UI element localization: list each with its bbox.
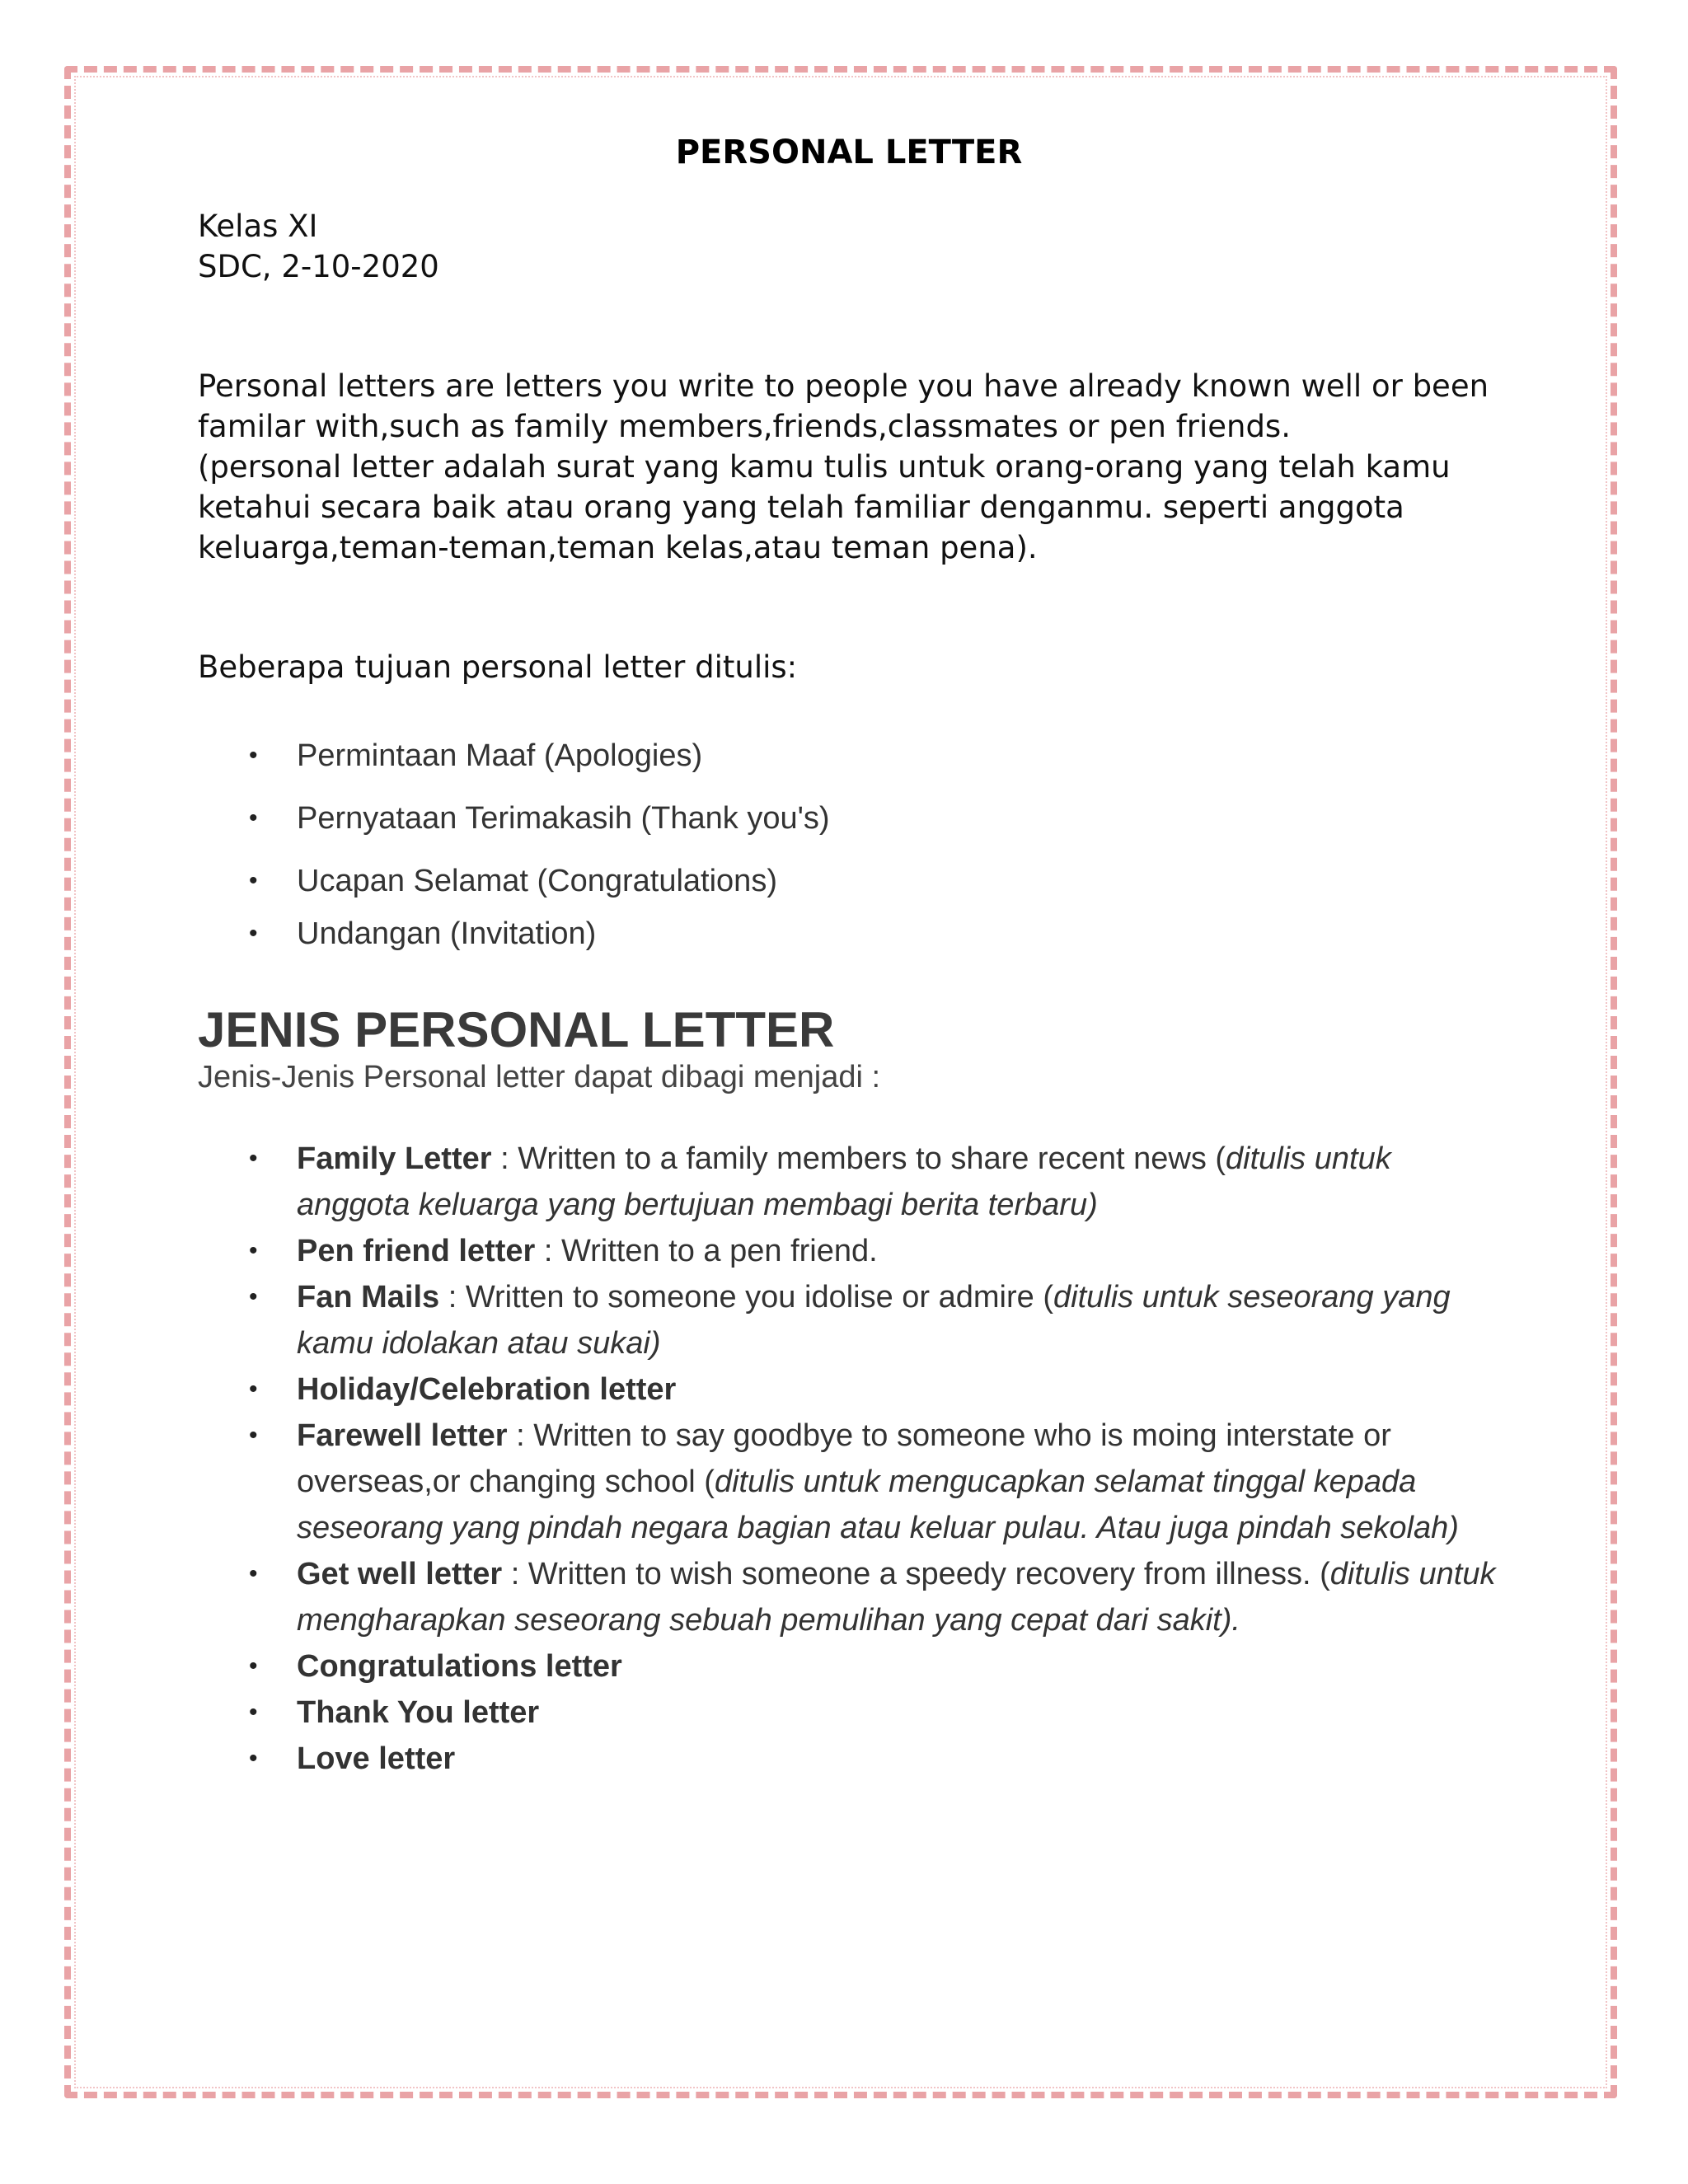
bullet-icon: •	[249, 1652, 258, 1680]
list-item	[198, 1366, 1500, 1413]
type-term: Farewell letter	[297, 1418, 508, 1453]
date-line: SDC, 2-10-2020	[198, 249, 439, 284]
intro-english: Personal letters are letters you write to people you have already known well or been familar with,such as family members,friends,classmates or pen friends.	[198, 368, 1489, 444]
type-translation: ditulis untuk mengucapkan selamat tinggal kepada seseorang yang pindah negara bagian atau keluar pulau. Atau juga pindah sekolah)	[297, 1465, 1459, 1545]
purpose-text: Pernyataan Terimakasih (Thank you's)	[297, 801, 830, 836]
type-translation: ditulis untuk seseorang yang kamu idolakan atau sukai)	[297, 1280, 1451, 1361]
list-item	[198, 1274, 1500, 1366]
type-term: Pen friend letter	[297, 1234, 536, 1268]
purpose-text: Undangan (Invitation)	[297, 916, 597, 951]
purpose-block	[198, 647, 1500, 953]
list-item	[198, 1643, 1500, 1690]
bullet-icon: •	[249, 867, 258, 894]
type-term: Holiday/Celebration letter	[297, 1372, 677, 1407]
bullet-icon: •	[249, 1145, 258, 1172]
list-item	[198, 1413, 1500, 1551]
section-subtitle: Jenis-Jenis Personal letter dapat dibagi menjadi :	[198, 1060, 881, 1094]
purpose-text: Ucapan Selamat (Congratulations)	[297, 864, 777, 898]
type-term: Congratulations letter	[297, 1649, 622, 1684]
type-description: : Written to a family members to share recent news (	[491, 1141, 1226, 1176]
type-term: Family Letter	[297, 1141, 492, 1176]
type-description: : Written to wish someone a speedy recovery from illness. (	[502, 1557, 1330, 1591]
list-item	[198, 737, 1500, 775]
bullet-icon: •	[249, 1745, 258, 1772]
type-description: : Written to someone you idolise or admire (	[439, 1280, 1053, 1315]
bullet-icon: •	[249, 1560, 258, 1587]
list-item	[198, 1736, 1500, 1782]
document-title: PERSONAL LETTER	[675, 134, 1023, 171]
list-item	[198, 1228, 1500, 1274]
purpose-intro: Beberapa tujuan personal letter ditulis:	[198, 649, 798, 685]
type-term: Thank You letter	[297, 1695, 540, 1730]
purpose-text: Permintaan Maaf (Apologies)	[297, 738, 703, 773]
intro-indonesian: (personal letter adalah surat yang kamu tulis untuk orang-orang yang telah kamu ketahui secara baik atau orang yang telah familiar denganmu. seperti anggota keluarga,teman-teman,teman kelas,atau teman pena).	[198, 449, 1451, 565]
bullet-icon: •	[249, 920, 258, 947]
list-item	[198, 1136, 1500, 1228]
class-line: Kelas XI	[198, 209, 318, 244]
bullet-icon: •	[249, 1376, 258, 1403]
type-term: Get well letter	[297, 1557, 503, 1591]
types-list	[198, 1136, 1500, 1782]
meta-block	[198, 206, 1500, 287]
list-item	[198, 1551, 1500, 1643]
type-term: Fan Mails	[297, 1280, 440, 1315]
bullet-icon: •	[249, 1422, 258, 1449]
type-description: : Written to say goodbye to someone who is moing interstate or overseas,or changing school (	[297, 1418, 1391, 1499]
bullet-icon: •	[249, 742, 258, 769]
bullet-icon: •	[249, 1237, 258, 1264]
intro-block	[198, 366, 1500, 568]
bullet-icon: •	[249, 1283, 258, 1310]
list-item	[198, 915, 1500, 953]
bullet-icon: •	[249, 804, 258, 832]
type-translation: ditulis untuk anggota keluarga yang bertujuan membagi berita terbaru)	[297, 1141, 1391, 1222]
type-description: : Written to a pen friend.	[535, 1234, 878, 1268]
type-term: Love letter	[297, 1741, 456, 1776]
type-translation: ditulis untuk mengharapkan seseorang sebuah pemulihan yang cepat dari sakit).	[297, 1557, 1496, 1638]
document-content	[198, 132, 1500, 1782]
purpose-list	[198, 737, 1500, 953]
bullet-icon: •	[249, 1699, 258, 1726]
section-heading: JENIS PERSONAL LETTER	[198, 1002, 835, 1057]
list-item	[198, 862, 1500, 900]
list-item	[198, 799, 1500, 837]
list-item	[198, 1690, 1500, 1736]
